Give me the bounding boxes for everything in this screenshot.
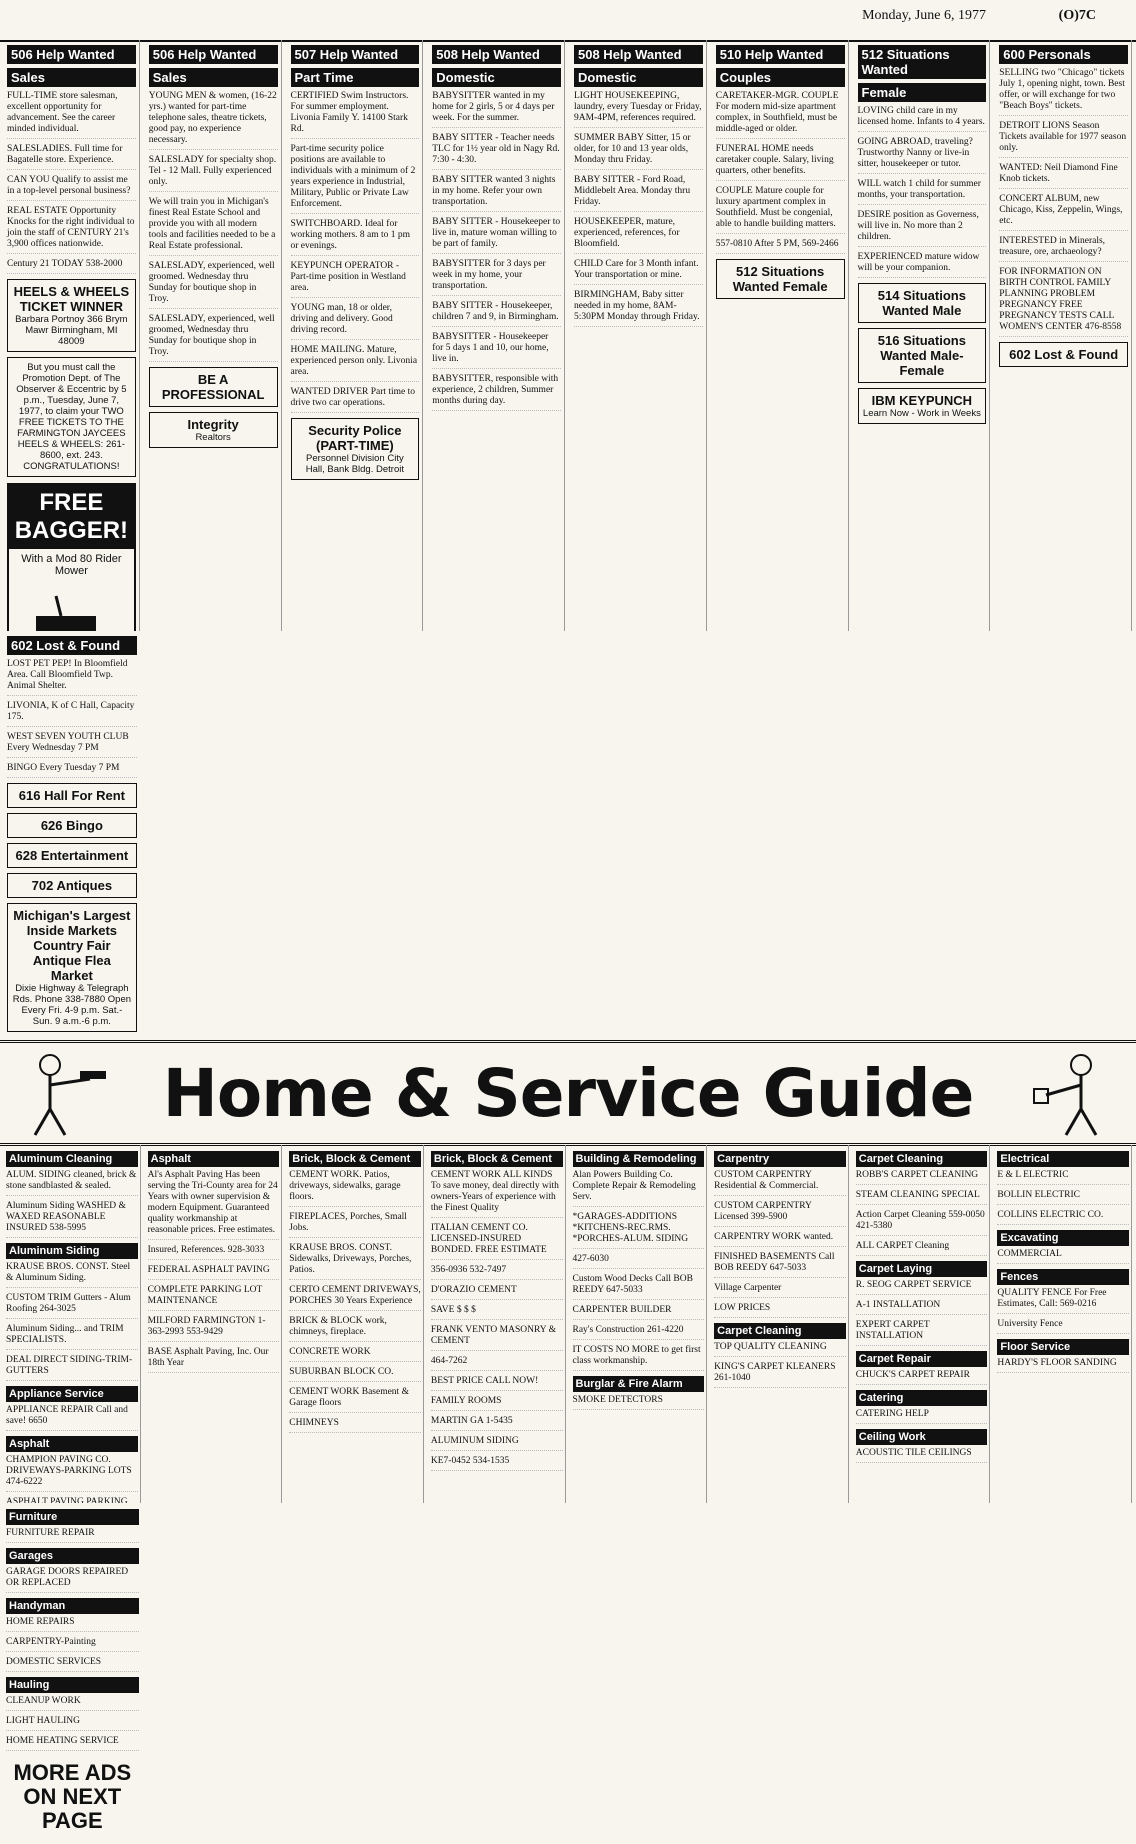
service-column xyxy=(287,1145,424,1503)
service-ad: KRAUSE BROS. CONST. Sidewalks, Driveways, Porches, Patios. xyxy=(289,1243,421,1280)
service-ad: BRICK & BLOCK work, chimneys, fireplace. xyxy=(289,1316,421,1342)
display-ad-text: Barbara Portnoy 366 Brym Mawr Birmingham, MI 48009 xyxy=(15,314,128,347)
service-ad: FAMILY ROOMS xyxy=(431,1396,563,1411)
service-category: Carpet Cleaning xyxy=(856,1151,988,1167)
display-ad xyxy=(149,367,278,407)
classified-column xyxy=(713,40,849,631)
display-ad xyxy=(7,279,136,352)
service-ad: STEAM CLEANING SPECIAL xyxy=(856,1190,988,1205)
classified-column xyxy=(4,631,140,1040)
service-ad: CEMENT WORK ALL KINDS To save money, deal directly with owners-Years of experience with the Finest Quality xyxy=(431,1170,563,1218)
service-ad: KRAUSE BROS. CONST. Steel & Aluminum Siding. xyxy=(6,1262,138,1288)
service-ad: BASE Asphalt Paving, Inc. Our 18th Year xyxy=(148,1347,280,1373)
section-heading: 512 Situations Wanted xyxy=(858,45,987,79)
page-header xyxy=(0,0,1136,42)
service-ad: IT COSTS NO MORE to get first class workmanship. xyxy=(573,1345,705,1371)
classified-column xyxy=(4,40,140,631)
service-ad: CERTO CEMENT DRIVEWAYS, PORCHES 30 Years Experience xyxy=(289,1285,421,1311)
service-ad: Custom Wood Decks Call BOB REEDY 647-5033 xyxy=(573,1274,705,1300)
service-ad: KE7-0452 534-1535 xyxy=(431,1456,563,1471)
classified-ad: BABY SITTER - Ford Road, Middlebelt Area. Monday thru Friday. xyxy=(574,175,703,212)
classified-ad: BABYSITTER, responsible with experience, 2 children, Summer months during day. xyxy=(432,374,561,411)
service-ad: CUSTOM CARPENTRY Licensed 399-5900 xyxy=(714,1201,846,1227)
service-column xyxy=(146,1145,283,1503)
section-heading: 602 Lost & Found xyxy=(7,636,137,655)
service-ad: R. SEOG CARPET SERVICE xyxy=(856,1280,988,1295)
service-ad: 356-0936 532-7497 xyxy=(431,1265,563,1280)
service-column xyxy=(4,1145,141,1503)
classified-ad: BABY SITTER - Housekeeper to live in, mature woman willing to be part of family. xyxy=(432,217,561,254)
display-ad-title: 702 Antiques xyxy=(31,878,113,893)
classified-ad: CAN YOU Qualify to assist me in a top-level personal business? xyxy=(7,175,136,201)
display-ad xyxy=(999,342,1128,367)
classified-ad: SUMMER BABY Sitter, 15 or older, for 10 and 13 year olds, Monday thru Friday. xyxy=(574,133,703,170)
service-ad: KING'S CARPET KLEANERS 261-1040 xyxy=(714,1362,846,1388)
service-ad: CEMENT WORK. Patios, driveways, sidewalks, garage floors. xyxy=(289,1170,421,1207)
display-ad-title: HEELS & WHEELS TICKET WINNER xyxy=(13,284,130,314)
display-ad-title: 628 Entertainment xyxy=(15,848,129,863)
classified-ad: DETROIT LIONS Season Tickets available for 1977 season only. xyxy=(999,121,1128,158)
section-subheading: Sales xyxy=(149,68,278,87)
service-column xyxy=(712,1145,849,1503)
service-ad: ROBB'S CARPET CLEANING xyxy=(856,1170,988,1185)
display-ad xyxy=(7,903,137,1032)
classified-ad: FOR INFORMATION ON BIRTH CONTROL FAMILY PLANNING PROBLEM PREGNANCY FREE PREGNANCY TESTS CALL WOMEN'S CENTER 476-8558 xyxy=(999,267,1128,337)
service-category: Aluminum Siding xyxy=(6,1243,138,1259)
classified-ad: BABY SITTER - Teacher needs TLC for 1½ year old in Nagy Rd. 7:30 - 4:30. xyxy=(432,133,561,170)
service-category: Asphalt xyxy=(6,1436,138,1452)
service-ad: DOMESTIC SERVICES xyxy=(6,1657,139,1672)
service-ad: COMMERCIAL xyxy=(997,1249,1129,1264)
classified-ad: FULL-TIME store salesman, excellent opportunity for advancement. See the career minded individual. xyxy=(7,91,136,139)
service-category: Ceiling Work xyxy=(856,1429,988,1445)
classified-ad: BABYSITTER - Housekeeper for 5 days 1 and 10, our home, live in. xyxy=(432,332,561,369)
service-ad: CHIMNEYS xyxy=(289,1418,421,1433)
service-category: Excavating xyxy=(997,1230,1129,1246)
mower-icon xyxy=(9,581,134,631)
classified-ad: CHILD Care for 3 Month infant. Your transportation or mine. xyxy=(574,259,703,285)
service-category: Burglar & Fire Alarm xyxy=(573,1376,705,1392)
service-category: Fences xyxy=(997,1269,1129,1285)
classified-ad: WILL watch 1 child for summer months, your transportation. xyxy=(858,179,987,205)
service-ad: CHAMPION PAVING CO. DRIVEWAYS-PARKING LOTS 474-6222 xyxy=(6,1455,138,1492)
classified-ad: BABY SITTER wanted 3 nights in my home. Refer your own transportation. xyxy=(432,175,561,212)
promo-title: FREE BAGGER! xyxy=(9,485,134,549)
classified-ad: SALESLADIES. Full time for Bagatelle store. Experience. xyxy=(7,144,136,170)
display-ad xyxy=(7,813,137,838)
service-ad: TOP QUALITY CLEANING xyxy=(714,1342,846,1357)
service-ad: Alan Powers Building Co. Complete Repair & Remodeling Serv. xyxy=(573,1170,705,1207)
service-column xyxy=(571,1145,708,1503)
display-ad xyxy=(858,283,987,323)
service-ad: FINISHED BASEMENTS Call BOB REEDY 647-5033 xyxy=(714,1252,846,1278)
service-ad: Aluminum Siding WASHED & WAXED REASONABLE INSURED 538-5995 xyxy=(6,1201,138,1238)
service-column xyxy=(429,1145,566,1503)
service-ad: D'ORAZIO CEMENT xyxy=(431,1285,563,1300)
display-ad-text: But you must call the Promotion Dept. of The Observer & Eccentric by 5 p.m., Tuesday, June 7, 1977, to claim your TWO FREE TICKETS TO THE FARMINGTON JAYCEES HEELS & WHEELS: 261-8600, ext. 243. CONGRATULATIONS! xyxy=(16,362,127,472)
display-ad-title: 514 Situations Wanted Male xyxy=(877,288,966,318)
service-ad: 464-7262 xyxy=(431,1356,563,1371)
service-ad: ALUMINUM SIDING xyxy=(431,1436,563,1451)
service-guide-listings xyxy=(4,1145,1132,1835)
classified-column xyxy=(571,40,707,631)
display-ad xyxy=(7,873,137,898)
service-ad: Aluminum Siding... and TRIM SPECIALISTS. xyxy=(6,1324,138,1350)
classified-ad: LIVONIA, K of C Hall, Capacity 175. xyxy=(7,701,137,727)
service-ad: Action Carpet Cleaning 559-0050 421-5380 xyxy=(856,1210,988,1236)
service-ad: Al's Asphalt Paving Has been serving the Tri-County area for 24 Years with owner supervision & modern Equipment. Guaranteed quality workmanship at reasonable prices. Free estimates. xyxy=(148,1170,280,1240)
service-ad: Ray's Construction 261-4220 xyxy=(573,1325,705,1340)
banner-title: Home & Service Guide xyxy=(162,1054,974,1132)
display-ad-title: 516 Situations Wanted Male-Female xyxy=(877,333,966,378)
classified-ad: REAL ESTATE Opportunity Knocks for the right individual to join the staff of CENTURY 21's 3,900 offices nationwide. xyxy=(7,206,136,254)
more-ads-notice: MORE ADS ON NEXT PAGE xyxy=(13,1760,132,1833)
worker-illustration-left xyxy=(20,1049,110,1137)
section-subheading: Domestic xyxy=(432,68,561,87)
service-column xyxy=(4,1503,141,1835)
service-column xyxy=(854,1145,991,1503)
display-ad-title: 602 Lost & Found xyxy=(1009,347,1119,362)
service-category: Appliance Service xyxy=(6,1386,138,1402)
display-ad-title: Integrity xyxy=(187,417,239,432)
classified-ad: SALESLADY, experienced, well groomed, Wednesday thru Sunday for boutique shop in Troy. xyxy=(149,314,278,362)
classified-ad: HOME MAILING. Mature, experienced person only. Livonia area. xyxy=(291,345,420,382)
classified-column xyxy=(146,40,282,631)
classified-ad: CERTIFIED Swim Instructors. For summer employment. Livonia Family Y. 14100 Stark Rd. xyxy=(291,91,420,139)
section-subheading: Part Time xyxy=(291,68,420,87)
worker-illustration-right xyxy=(1026,1049,1116,1137)
service-ad: HOME REPAIRS xyxy=(6,1617,139,1632)
service-ad: MILFORD FARMINGTON 1-363-2993 553-9429 xyxy=(148,1316,280,1342)
classified-ad: LOST PET PEP! In Bloomfield Area. Call Bloomfield Twp. Animal Shelter. xyxy=(7,659,137,696)
classified-ad: BABYSITTER for 3 days per week in my home, your transportation. xyxy=(432,259,561,296)
service-ad: CUSTOM CARPENTRY Residential & Commercial. xyxy=(714,1170,846,1196)
service-ad: CONCRETE WORK xyxy=(289,1347,421,1362)
display-ad xyxy=(7,357,136,477)
section-heading: 506 Help Wanted xyxy=(149,45,278,64)
display-ad-text: Dixie Highway & Telegraph Rds. Phone 338-7880 Open Every Fri. 4-9 p.m. Sat.-Sun. 9 a.m.-6 p.m. xyxy=(12,983,132,1027)
display-ad-title: 512 Situations Wanted Female xyxy=(732,264,828,294)
section-heading: 510 Help Wanted xyxy=(716,45,845,64)
classified-ad: 557-0810 After 5 PM, 569-2466 xyxy=(716,239,845,254)
service-category: Carpet Repair xyxy=(856,1351,988,1367)
service-ad: BEST PRICE CALL NOW! xyxy=(431,1376,563,1391)
service-ad: FIREPLACES, Porches, Small Jobs. xyxy=(289,1212,421,1238)
service-ad: MARTIN GA 1-5435 xyxy=(431,1416,563,1431)
section-heading: 600 Personals xyxy=(999,45,1128,64)
display-ad-text: Personnel Division City Hall, Bank Bldg. Detroit xyxy=(305,453,404,475)
service-ad: HARDY'S FLOOR SANDING xyxy=(997,1358,1129,1373)
classified-ad: INTERESTED in Minerals, treasure, ore, archaeology? xyxy=(999,236,1128,262)
section-heading: 508 Help Wanted xyxy=(432,45,561,64)
service-ad: BOLLIN ELECTRIC xyxy=(997,1190,1129,1205)
service-category: Asphalt xyxy=(148,1151,280,1167)
service-category: Floor Service xyxy=(997,1339,1129,1355)
display-ad xyxy=(716,259,845,299)
service-ad: SUBURBAN BLOCK CO. xyxy=(289,1367,421,1382)
section-subheading: Domestic xyxy=(574,68,703,87)
classified-ad: YOUNG MEN & women, (16-22 yrs.) wanted for part-time telephone sales, theatre tickets, good pay, no experience necessary. xyxy=(149,91,278,150)
service-ad: CARPENTRY WORK wanted. xyxy=(714,1232,846,1247)
service-category: Aluminum Cleaning xyxy=(6,1151,138,1167)
service-ad: A-1 INSTALLATION xyxy=(856,1300,988,1315)
classified-ad: KEYPUNCH OPERATOR - Part-time position in Westland area. xyxy=(291,261,420,298)
display-ad-title: BE A PROFESSIONAL xyxy=(161,372,265,402)
display-ad xyxy=(7,783,137,808)
display-ad-title: 626 Bingo xyxy=(40,818,103,833)
service-ad: CARPENTER BUILDER xyxy=(573,1305,705,1320)
service-ad: FURNITURE REPAIR xyxy=(6,1528,139,1543)
service-ad: CHUCK'S CARPET REPAIR xyxy=(856,1370,988,1385)
section-subheading: Female xyxy=(858,83,987,102)
service-category: Brick, Block & Cement xyxy=(289,1151,421,1167)
classified-ad: CONCERT ALBUM, new Chicago, Kiss, Zeppelin, Wings, etc. xyxy=(999,194,1128,231)
classified-column xyxy=(429,40,565,631)
section-heading: 508 Help Wanted xyxy=(574,45,703,64)
classified-ad: WEST SEVEN YOUTH CLUB Every Wednesday 7 PM xyxy=(7,732,137,758)
service-category: Brick, Block & Cement xyxy=(431,1151,563,1167)
service-ad: SMOKE DETECTORS xyxy=(573,1395,705,1410)
service-column xyxy=(995,1145,1132,1503)
service-ad: GARAGE DOORS REPAIRED OR REPLACED xyxy=(6,1567,139,1593)
classified-ad: DESIRE position as Governess, will live in. No more than 2 children. xyxy=(858,210,987,247)
service-ad: CUSTOM TRIM Gutters - Alum Roofing 264-3025 xyxy=(6,1293,138,1319)
service-ad: CARPENTRY-Painting xyxy=(6,1637,139,1652)
section-heading: 507 Help Wanted xyxy=(291,45,420,64)
service-ad: CEMENT WORK Basement & Garage floors xyxy=(289,1387,421,1413)
classified-ad: WANTED DRIVER Part time to drive two car operations. xyxy=(291,387,420,413)
issue-date: Monday, June 6, 1977 xyxy=(862,8,986,23)
service-ad: ACOUSTIC TILE CEILINGS xyxy=(856,1448,988,1463)
service-ad: E & L ELECTRIC xyxy=(997,1170,1129,1185)
service-category: Hauling xyxy=(6,1677,139,1693)
display-ad-title: Michigan's Largest Inside Markets Country Fair Antique Flea Market xyxy=(13,908,131,983)
service-ad: LIGHT HAULING xyxy=(6,1716,139,1731)
classified-ad: SALESLADY for specialty shop. Tel - 12 Mall. Fully experienced only. xyxy=(149,155,278,192)
home-service-guide-banner xyxy=(0,1040,1136,1146)
service-ad: Village Carpenter xyxy=(714,1283,846,1298)
page-number: (O)7C xyxy=(1058,8,1096,23)
classified-ad: HOUSEKEEPER, mature, experienced, references, for Bloomfield. xyxy=(574,217,703,254)
display-ad xyxy=(858,328,987,383)
service-ad: *GARAGES-ADDITIONS *KITCHENS-REC.RMS. *PORCHES-ALUM. SIDING xyxy=(573,1212,705,1249)
service-ad: EXPERT CARPET INSTALLATION xyxy=(856,1320,988,1346)
service-category: Handyman xyxy=(6,1598,139,1614)
classified-ad: GOING ABROAD, traveling? Trustworthy Nanny or live-in sitter, housekeeper or tutor. xyxy=(858,137,987,174)
classified-ad: WANTED: Neil Diamond Fine Knob tickets. xyxy=(999,163,1128,189)
service-ad: ITALIAN CEMENT CO. LICENSED-INSURED BONDED. FREE ESTIMATE xyxy=(431,1223,563,1260)
service-ad: QUALITY FENCE For Free Estimates, Call: 569-0216 xyxy=(997,1288,1129,1314)
classified-ad: LOVING child care in my licensed home. Infants to 4 years. xyxy=(858,106,987,132)
service-category: Electrical xyxy=(997,1151,1129,1167)
classified-ad: BINGO Every Tuesday 7 PM xyxy=(7,763,137,778)
service-category: Carpet Cleaning xyxy=(714,1323,846,1339)
classified-ad: BABYSITTER wanted in my home for 2 girls, 5 or 4 days per week. For the summer. xyxy=(432,91,561,128)
classifieds-section xyxy=(4,40,1132,1040)
display-ad xyxy=(291,418,420,480)
classified-ad: BIRMINGHAM, Baby sitter needed in my home, 8AM-5:30PM Monday through Friday. xyxy=(574,290,703,327)
section-subheading: Sales xyxy=(7,68,136,87)
classified-ad: CARETAKER-MGR. COUPLE For modern mid-size apartment complex, in Southfield, must be middle-aged or older. xyxy=(716,91,845,139)
promo-subtitle: With a Mod 80 Rider Mower xyxy=(21,553,122,577)
service-ad: LOW PRICES xyxy=(714,1303,846,1318)
display-ad-title: Security Police (PART-TIME) xyxy=(308,423,402,453)
display-ad xyxy=(7,843,137,868)
display-ad xyxy=(858,388,987,424)
service-ad: University Fence xyxy=(997,1319,1129,1334)
service-ad: 427-6030 xyxy=(573,1254,705,1269)
classified-ad: SWITCHBOARD. Ideal for working mothers. 8 am to 1 pm or evenings. xyxy=(291,219,420,256)
display-ad xyxy=(149,412,278,448)
service-ad: ALL CARPET Cleaning xyxy=(856,1241,988,1256)
classified-ad: COUPLE Mature couple for luxury apartment complex in Southfield. Must be congenial, able to handle building matters. xyxy=(716,186,845,234)
display-ad-title: IBM KEYPUNCH xyxy=(871,393,973,408)
classified-ad: We will train you in Michigan's finest Real Estate School and provide you with all modern tools and facilities needed to be a Real Estate professional. xyxy=(149,197,278,256)
display-ad-title: 616 Hall For Rent xyxy=(18,788,125,803)
section-subheading: Couples xyxy=(716,68,845,87)
service-category: Furniture xyxy=(6,1509,139,1525)
service-ad: APPLIANCE REPAIR Call and save! 6650 xyxy=(6,1405,138,1431)
classified-ad: SELLING two "Chicago" tickets July 1, opening night, town. Best offer, or will exchange for two "Beach Boys" tickets. xyxy=(999,68,1128,116)
classified-column xyxy=(996,40,1132,631)
classified-ad: LIGHT HOUSEKEEPING, laundry, every Tuesday or Friday, 9AM-4PM, references required. xyxy=(574,91,703,128)
display-ad-text: Realtors xyxy=(195,432,231,443)
classified-ad: Part-time security police positions are available to individuals with a minimum of 2 years experience in Industrial, Military, Public or Private Law Enforcement. xyxy=(291,144,420,214)
service-ad: COLLINS ELECTRIC CO. xyxy=(997,1210,1129,1225)
service-category: Carpet Laying xyxy=(856,1261,988,1277)
service-ad: HOME HEATING SERVICE xyxy=(6,1736,139,1751)
service-category: Carpentry xyxy=(714,1151,846,1167)
classified-ad: Century 21 TODAY 538-2000 xyxy=(7,259,136,274)
service-ad: CLEANUP WORK xyxy=(6,1696,139,1711)
service-ad: CATERING HELP xyxy=(856,1409,988,1424)
service-ad: FRANK VENTO MASONRY & CEMENT xyxy=(431,1325,563,1351)
classified-ad: SALESLADY, experienced, well groomed. Wednesday thru Sunday for boutique shop in Troy. xyxy=(149,261,278,309)
classified-ad: BABY SITTER - Housekeeper, children 7 and 9, in Birmingham. xyxy=(432,301,561,327)
service-ad: ALUM. SIDING cleaned, brick & stone sandblasted & sealed. xyxy=(6,1170,138,1196)
service-ad: Insured, References. 928-3033 xyxy=(148,1245,280,1260)
service-ad: FEDERAL ASPHALT PAVING xyxy=(148,1265,280,1280)
classified-column xyxy=(855,40,991,631)
mower-promo-ad xyxy=(7,483,136,631)
section-heading: 506 Help Wanted xyxy=(7,45,136,64)
classified-ad: EXPERIENCED mature widow will be your companion. xyxy=(858,252,987,278)
classified-column xyxy=(288,40,424,631)
display-ad-text: Learn Now - Work in Weeks xyxy=(862,408,981,419)
service-category: Building & Remodeling xyxy=(573,1151,705,1167)
service-ad: SAVE $ $ $ xyxy=(431,1305,563,1320)
service-ad: ASPHALT PAVING PARKING xyxy=(6,1497,138,1503)
service-category: Catering xyxy=(856,1390,988,1406)
service-category: Garages xyxy=(6,1548,139,1564)
service-ad: COMPLETE PARKING LOT MAINTENANCE xyxy=(148,1285,280,1311)
classified-ad: FUNERAL HOME needs caretaker couple. Salary, living quarters, other benefits. xyxy=(716,144,845,181)
classified-ad: YOUNG man, 18 or older, driving and delivery. Good driving record. xyxy=(291,303,420,340)
service-ad: DEAL DIRECT SIDING-TRIM-GUTTERS xyxy=(6,1355,138,1381)
